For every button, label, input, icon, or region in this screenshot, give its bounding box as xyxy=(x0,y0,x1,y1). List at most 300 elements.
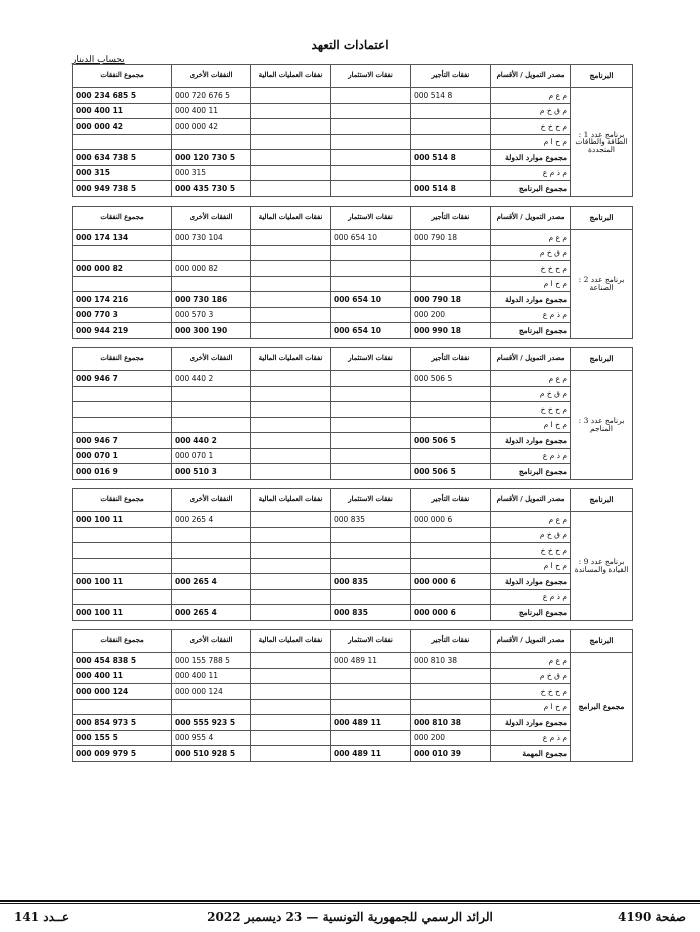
cell-investment: 11 489 000 xyxy=(331,653,411,669)
cell-investment xyxy=(331,276,411,292)
cell-financial xyxy=(251,589,331,605)
cell-investment xyxy=(331,730,411,746)
header-financial: نفقات العمليات المالية xyxy=(251,207,331,230)
cell-operating: 39 010 000 xyxy=(411,746,491,762)
cell-total xyxy=(73,386,172,402)
header-program: البرنامج xyxy=(571,348,633,371)
cell-other: 5 928 510 000 xyxy=(172,746,251,762)
cell-other xyxy=(172,527,251,543)
cell-financial xyxy=(251,433,331,449)
cell-financial xyxy=(251,402,331,418)
source-cell: م ع م xyxy=(491,371,571,387)
cell-other: 11 400 000 xyxy=(172,103,251,119)
cell-other: 3 570 000 xyxy=(172,307,251,323)
table-row xyxy=(73,684,633,700)
table-row xyxy=(73,543,633,559)
source-cell: م ع م xyxy=(491,512,571,528)
cell-investment xyxy=(331,119,411,135)
cell-operating xyxy=(411,386,491,402)
cell-financial xyxy=(251,371,331,387)
table-row xyxy=(73,433,633,449)
table-row xyxy=(73,527,633,543)
source-cell: مجموع البرنامج xyxy=(491,464,571,480)
header-program: البرنامج xyxy=(571,65,633,88)
cell-total xyxy=(73,245,172,261)
cell-operating xyxy=(411,527,491,543)
cell-investment xyxy=(331,261,411,277)
cell-operating: 200 000 xyxy=(411,730,491,746)
source-cell: م ح ا م xyxy=(491,699,571,715)
cell-other xyxy=(172,699,251,715)
program-label: برنامج عدد 2 : الصناعة xyxy=(571,230,633,339)
cell-operating: 6 000 000 xyxy=(411,574,491,590)
table-row xyxy=(73,589,633,605)
cell-operating xyxy=(411,684,491,700)
cell-total: 11 400 000 xyxy=(73,103,172,119)
cell-investment: 11 489 000 xyxy=(331,746,411,762)
cell-operating: 5 506 000 xyxy=(411,433,491,449)
cell-other: 42 000 000 xyxy=(172,119,251,135)
cell-operating xyxy=(411,417,491,433)
cell-investment: 11 489 000 xyxy=(331,715,411,731)
cell-operating: 18 790 000 xyxy=(411,292,491,308)
page-footer xyxy=(14,910,686,928)
source-cell: مجموع موارد الدولة xyxy=(491,150,571,166)
cell-financial xyxy=(251,464,331,480)
header-operating: نفقات التأجير xyxy=(411,348,491,371)
cell-operating: 38 810 000 xyxy=(411,715,491,731)
cell-total xyxy=(73,589,172,605)
cell-financial xyxy=(251,605,331,621)
cell-investment: 835 000 xyxy=(331,605,411,621)
header-total: مجموع النفقات xyxy=(73,489,172,512)
cell-operating xyxy=(411,402,491,418)
cell-total: 219 944 000 xyxy=(73,323,172,339)
cell-financial xyxy=(251,668,331,684)
cell-other: 5 923 555 000 xyxy=(172,715,251,731)
cell-investment xyxy=(331,558,411,574)
table-row xyxy=(73,668,633,684)
header-other: النفقات الأخرى xyxy=(172,207,251,230)
cell-financial xyxy=(251,699,331,715)
cell-financial xyxy=(251,543,331,559)
table-row xyxy=(73,119,633,135)
cell-operating xyxy=(411,448,491,464)
cell-total xyxy=(73,558,172,574)
cell-operating: 5 506 000 xyxy=(411,371,491,387)
table-row xyxy=(73,245,633,261)
source-cell: م ذ م ع xyxy=(491,165,571,181)
header-source: مصدر التمويل / الأقسام xyxy=(491,207,571,230)
table-row xyxy=(73,371,633,387)
footer-rule-thin xyxy=(0,903,700,904)
cell-operating xyxy=(411,119,491,135)
table-row xyxy=(73,746,633,762)
cell-other xyxy=(172,276,251,292)
cell-investment xyxy=(331,386,411,402)
header-operating: نفقات التأجير xyxy=(411,65,491,88)
table-header-row xyxy=(73,207,633,230)
cell-investment xyxy=(331,103,411,119)
header-total: مجموع النفقات xyxy=(73,348,172,371)
cell-total: 5 838 454 000 xyxy=(73,653,172,669)
cell-investment: 835 000 xyxy=(331,574,411,590)
header-program: البرنامج xyxy=(571,630,633,653)
cell-operating xyxy=(411,165,491,181)
cell-financial xyxy=(251,386,331,402)
cell-total: 134 174 000 xyxy=(73,230,172,246)
unit-note: بحساب الدينار xyxy=(72,55,125,65)
cell-operating xyxy=(411,261,491,277)
cell-total xyxy=(73,699,172,715)
cell-financial xyxy=(251,730,331,746)
cell-total: 5 973 854 000 xyxy=(73,715,172,731)
table-header-row xyxy=(73,348,633,371)
cell-investment xyxy=(331,307,411,323)
source-cell: م ح خ خ xyxy=(491,543,571,559)
header-source: مصدر التمويل / الأقسام xyxy=(491,65,571,88)
source-cell: م ح خ خ xyxy=(491,684,571,700)
cell-total: 5 738 634 000 xyxy=(73,150,172,166)
table-row xyxy=(73,134,633,150)
cell-financial xyxy=(251,292,331,308)
cell-other: 4 955 000 xyxy=(172,730,251,746)
cell-other xyxy=(172,589,251,605)
table-row xyxy=(73,417,633,433)
cell-financial xyxy=(251,276,331,292)
cell-total xyxy=(73,543,172,559)
cell-operating xyxy=(411,134,491,150)
cell-operating: 38 810 000 xyxy=(411,653,491,669)
program-label: برنامج عدد 3 : المناجم xyxy=(571,371,633,480)
footer-journal-title: الرائد الرسمي للجمهورية التونسية — 23 ديسمبر 2022 xyxy=(207,910,493,924)
table-header-row xyxy=(73,630,633,653)
header-financial: نفقات العمليات المالية xyxy=(251,489,331,512)
cell-investment xyxy=(331,150,411,166)
header-investment: نفقات الاستثمار xyxy=(331,207,411,230)
program-table xyxy=(72,206,633,339)
cell-investment xyxy=(331,699,411,715)
source-cell: م ق خ م xyxy=(491,668,571,684)
table-row xyxy=(73,464,633,480)
table-row xyxy=(73,386,633,402)
cell-investment xyxy=(331,402,411,418)
program-table xyxy=(72,347,633,480)
cell-other: 5 788 155 000 xyxy=(172,653,251,669)
cell-other: 2 440 000 xyxy=(172,371,251,387)
cell-operating xyxy=(411,558,491,574)
table-row xyxy=(73,103,633,119)
cell-other xyxy=(172,558,251,574)
cell-investment xyxy=(331,88,411,104)
cell-investment: 10 654 000 xyxy=(331,323,411,339)
table-header-row xyxy=(73,65,633,88)
cell-total: 11 100 000 xyxy=(73,512,172,528)
cell-investment: 10 654 000 xyxy=(331,230,411,246)
cell-other: 104 730 000 xyxy=(172,230,251,246)
cell-operating: 8 514 000 xyxy=(411,150,491,166)
table-row xyxy=(73,512,633,528)
cell-operating xyxy=(411,103,491,119)
cell-other: 3 510 000 xyxy=(172,464,251,480)
program-label: برنامج عدد 9 : القيادة والمساندة xyxy=(571,512,633,621)
cell-investment xyxy=(331,527,411,543)
source-cell: م ق خ م xyxy=(491,245,571,261)
cell-investment xyxy=(331,417,411,433)
cell-operating: 8 514 000 xyxy=(411,88,491,104)
program-label: برنامج عدد 1 : الطاقة والطاقات المتجددة xyxy=(571,88,633,197)
cell-financial xyxy=(251,448,331,464)
cell-financial xyxy=(251,261,331,277)
table-row xyxy=(73,261,633,277)
cell-other xyxy=(172,543,251,559)
cell-investment xyxy=(331,165,411,181)
program-table xyxy=(72,488,633,621)
table-row xyxy=(73,730,633,746)
cell-other xyxy=(172,402,251,418)
header-investment: نفقات الاستثمار xyxy=(331,630,411,653)
cell-total: 11 100 000 xyxy=(73,605,172,621)
header-investment: نفقات الاستثمار xyxy=(331,65,411,88)
source-cell: مجموع البرنامج xyxy=(491,181,571,197)
source-cell: م ع م xyxy=(491,88,571,104)
cell-other xyxy=(172,245,251,261)
cell-operating: 5 506 000 xyxy=(411,464,491,480)
cell-financial xyxy=(251,103,331,119)
table-row xyxy=(73,292,633,308)
cell-investment xyxy=(331,589,411,605)
cell-other xyxy=(172,386,251,402)
cell-total: 5 155 000 xyxy=(73,730,172,746)
source-cell: م ح ا م xyxy=(491,417,571,433)
cell-total: 7 946 000 xyxy=(73,371,172,387)
header-total: مجموع النفقات xyxy=(73,65,172,88)
cell-investment xyxy=(331,448,411,464)
table-row xyxy=(73,558,633,574)
source-cell: مجموع موارد الدولة xyxy=(491,715,571,731)
table-row xyxy=(73,605,633,621)
cell-investment xyxy=(331,543,411,559)
cell-financial xyxy=(251,119,331,135)
cell-financial xyxy=(251,715,331,731)
header-operating: نفقات التأجير xyxy=(411,630,491,653)
cell-operating: 6 000 000 xyxy=(411,605,491,621)
source-cell: مجموع البرنامج xyxy=(491,323,571,339)
cell-total: 1 070 000 xyxy=(73,448,172,464)
header-source: مصدر التمويل / الأقسام xyxy=(491,630,571,653)
table-row xyxy=(73,653,633,669)
cell-total: 5 685 234 000 xyxy=(73,88,172,104)
cell-operating xyxy=(411,589,491,605)
header-program: البرنامج xyxy=(571,207,633,230)
cell-total: 3 770 000 xyxy=(73,307,172,323)
header-source: مصدر التمويل / الأقسام xyxy=(491,489,571,512)
cell-investment xyxy=(331,433,411,449)
cell-total: 216 174 000 xyxy=(73,292,172,308)
footer-issue-number: عــدد 141 xyxy=(14,910,70,924)
source-cell: م ح خ خ xyxy=(491,261,571,277)
cell-other: 2 440 000 xyxy=(172,433,251,449)
table-row xyxy=(73,165,633,181)
cell-operating xyxy=(411,668,491,684)
cell-other: 186 730 000 xyxy=(172,292,251,308)
program-label: مجموع البرامج xyxy=(571,653,633,762)
cell-total: 315 000 xyxy=(73,165,172,181)
cell-total: 42 000 000 xyxy=(73,119,172,135)
cell-operating: 200 000 xyxy=(411,307,491,323)
cell-other: 190 300 000 xyxy=(172,323,251,339)
table-row xyxy=(73,448,633,464)
cell-other: 4 265 000 xyxy=(172,512,251,528)
table-row xyxy=(73,276,633,292)
header-financial: نفقات العمليات المالية xyxy=(251,65,331,88)
cell-total xyxy=(73,276,172,292)
cell-investment: 10 654 000 xyxy=(331,292,411,308)
cell-other: 82 000 000 xyxy=(172,261,251,277)
header-operating: نفقات التأجير xyxy=(411,489,491,512)
source-cell: م ذ م ع xyxy=(491,589,571,605)
cell-total: 11 400 000 xyxy=(73,668,172,684)
cell-investment xyxy=(331,668,411,684)
table-row xyxy=(73,150,633,166)
source-cell: م ق خ م xyxy=(491,103,571,119)
table-row xyxy=(73,715,633,731)
cell-investment xyxy=(331,371,411,387)
program-table xyxy=(72,629,633,762)
cell-financial xyxy=(251,558,331,574)
header-investment: نفقات الاستثمار xyxy=(331,348,411,371)
cell-investment: 835 000 xyxy=(331,512,411,528)
source-cell: م ح ا م xyxy=(491,558,571,574)
cell-total: 11 100 000 xyxy=(73,574,172,590)
cell-investment xyxy=(331,134,411,150)
cell-financial xyxy=(251,245,331,261)
cell-total xyxy=(73,402,172,418)
cell-financial xyxy=(251,165,331,181)
cell-total: 124 000 000 xyxy=(73,684,172,700)
cell-total xyxy=(73,134,172,150)
cell-financial xyxy=(251,150,331,166)
program-table xyxy=(72,64,633,197)
header-total: مجموع النفقات xyxy=(73,207,172,230)
table-row xyxy=(73,323,633,339)
cell-total: 9 016 000 xyxy=(73,464,172,480)
header-other: النفقات الأخرى xyxy=(172,489,251,512)
header-operating: نفقات التأجير xyxy=(411,207,491,230)
cell-other: 5 730 120 000 xyxy=(172,150,251,166)
header-source: مصدر التمويل / الأقسام xyxy=(491,348,571,371)
cell-financial xyxy=(251,512,331,528)
cell-other: 4 265 000 xyxy=(172,574,251,590)
cell-other xyxy=(172,134,251,150)
source-cell: مجموع المهمة xyxy=(491,746,571,762)
table-row xyxy=(73,181,633,197)
cell-total: 5 979 009 000 xyxy=(73,746,172,762)
table-row xyxy=(73,307,633,323)
source-cell: مجموع البرنامج xyxy=(491,605,571,621)
cell-other: 124 000 000 xyxy=(172,684,251,700)
table-row xyxy=(73,699,633,715)
cell-operating xyxy=(411,245,491,261)
header-program: البرنامج xyxy=(571,489,633,512)
cell-total xyxy=(73,527,172,543)
cell-investment xyxy=(331,464,411,480)
cell-investment xyxy=(331,181,411,197)
source-cell: مجموع موارد الدولة xyxy=(491,574,571,590)
header-investment: نفقات الاستثمار xyxy=(331,489,411,512)
cell-financial xyxy=(251,181,331,197)
cell-other: 1 070 000 xyxy=(172,448,251,464)
cell-operating: 18 990 000 xyxy=(411,323,491,339)
source-cell: مجموع موارد الدولة xyxy=(491,292,571,308)
cell-financial xyxy=(251,746,331,762)
source-cell: م ق خ م xyxy=(491,527,571,543)
footer-rule xyxy=(0,900,700,902)
source-cell: م ح ا م xyxy=(491,134,571,150)
header-total: مجموع النفقات xyxy=(73,630,172,653)
cell-operating: 8 514 000 xyxy=(411,181,491,197)
cell-operating: 18 790 000 xyxy=(411,230,491,246)
header-other: النفقات الأخرى xyxy=(172,630,251,653)
cell-other xyxy=(172,417,251,433)
cell-other: 5 730 435 000 xyxy=(172,181,251,197)
cell-investment xyxy=(331,245,411,261)
header-other: النفقات الأخرى xyxy=(172,348,251,371)
source-cell: م ذ م ع xyxy=(491,448,571,464)
table-row xyxy=(73,88,633,104)
cell-total: 5 738 949 000 xyxy=(73,181,172,197)
cell-other: 11 400 000 xyxy=(172,668,251,684)
cell-operating xyxy=(411,543,491,559)
cell-financial xyxy=(251,684,331,700)
source-cell: م ح ا م xyxy=(491,276,571,292)
table-row xyxy=(73,574,633,590)
header-financial: نفقات العمليات المالية xyxy=(251,348,331,371)
source-cell: م ع م xyxy=(491,653,571,669)
table-row xyxy=(73,230,633,246)
cell-financial xyxy=(251,417,331,433)
cell-operating xyxy=(411,699,491,715)
source-cell: م ذ م ع xyxy=(491,730,571,746)
source-cell: م ق خ م xyxy=(491,386,571,402)
source-cell: م ذ م ع xyxy=(491,307,571,323)
cell-financial xyxy=(251,307,331,323)
header-financial: نفقات العمليات المالية xyxy=(251,630,331,653)
cell-financial xyxy=(251,527,331,543)
page-title: اعتمادات التعهد xyxy=(311,38,389,52)
cell-financial xyxy=(251,230,331,246)
footer-page-number: صفحة 4190 xyxy=(617,910,686,924)
source-cell: م ع م xyxy=(491,230,571,246)
cell-total: 7 946 000 xyxy=(73,433,172,449)
table-row xyxy=(73,402,633,418)
cell-operating: 6 000 000 xyxy=(411,512,491,528)
cell-financial xyxy=(251,134,331,150)
cell-financial xyxy=(251,653,331,669)
table-header-row xyxy=(73,489,633,512)
cell-financial xyxy=(251,574,331,590)
header-other: النفقات الأخرى xyxy=(172,65,251,88)
cell-other: 315 000 xyxy=(172,165,251,181)
cell-financial xyxy=(251,88,331,104)
cell-financial xyxy=(251,323,331,339)
cell-total xyxy=(73,417,172,433)
cell-total: 82 000 000 xyxy=(73,261,172,277)
cell-operating xyxy=(411,276,491,292)
cell-other: 5 676 720 000 xyxy=(172,88,251,104)
source-cell: م ح خ خ xyxy=(491,119,571,135)
source-cell: مجموع موارد الدولة xyxy=(491,433,571,449)
